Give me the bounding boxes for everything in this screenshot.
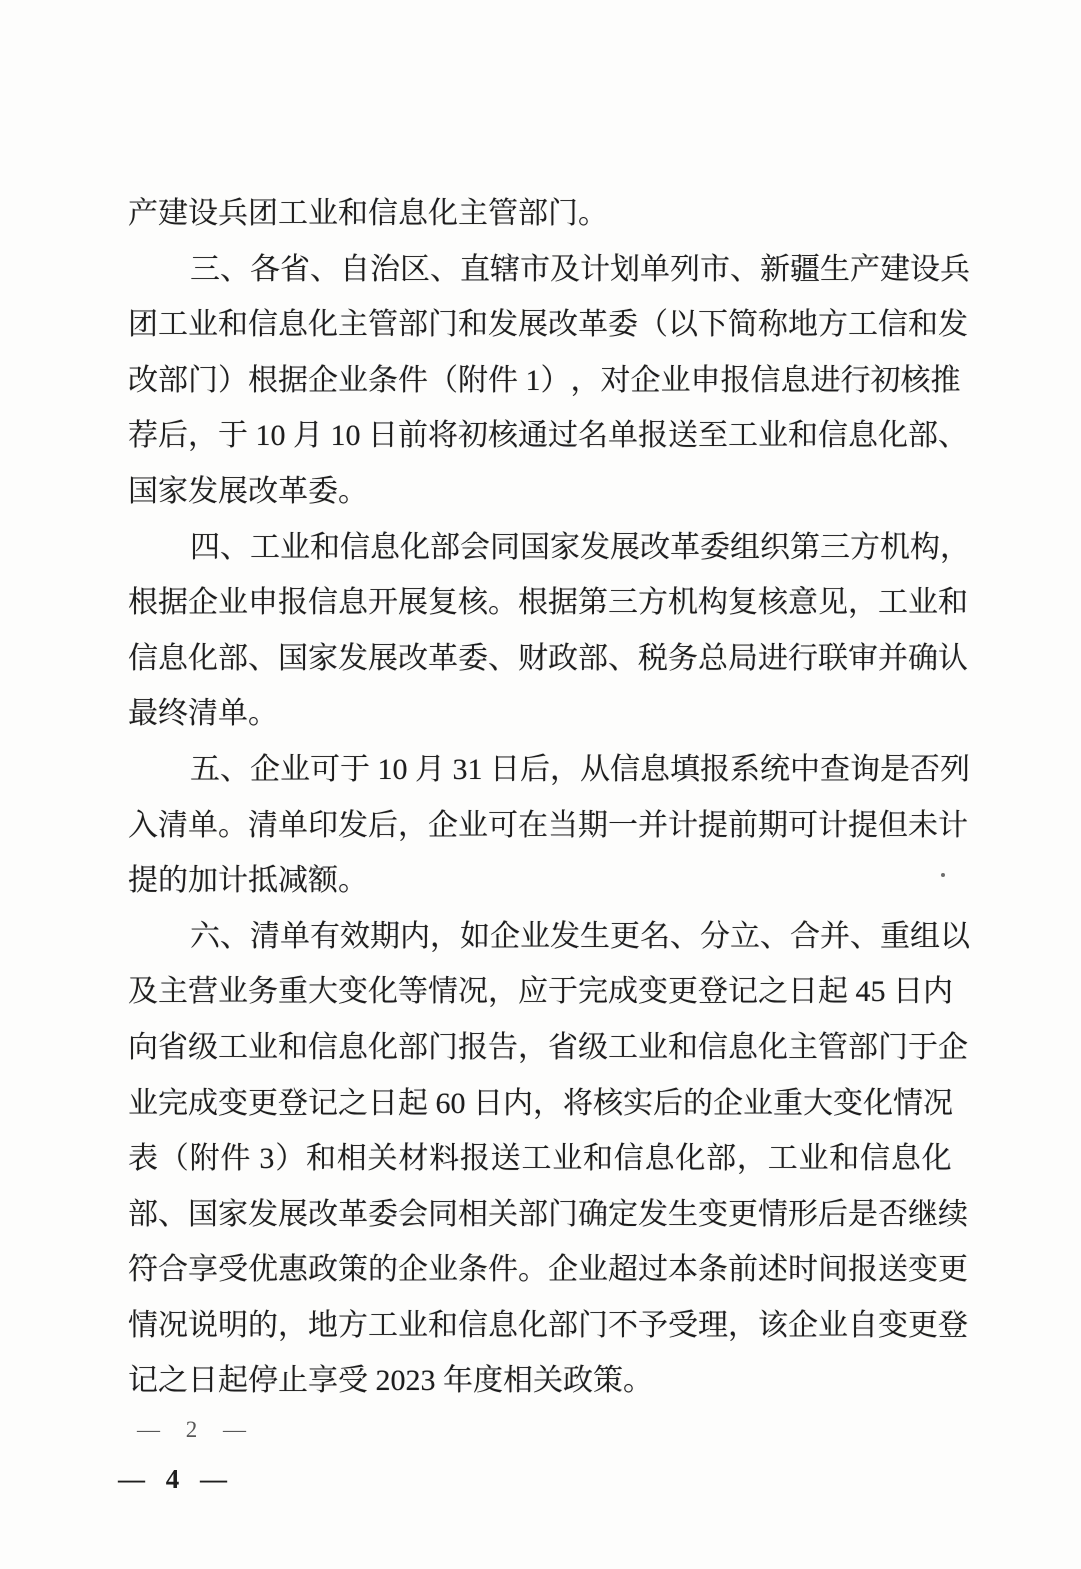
text-line: 部 、 国 家 发 展 改 革 委 会 同 相 关 部 门 确 定 发 生 变 更 情 形 后 是 否 继 续 [128, 1197, 968, 1231]
page-number-outer: — 4 — [118, 1464, 234, 1494]
document-body [128, 186, 970, 1409]
text-line: 国家发展改革委。 [128, 474, 368, 508]
text-line: 改 部 门 ） 根 据 企 业 条 件 （ 附 件 1 ） ， 对 企 业 申 报 信 息 进 行 初 核 推 [128, 363, 961, 397]
text-line: 最终清单。 [128, 697, 278, 731]
text-line: 及 主 营 业 务 重 大 变 化 等 情 况 ， 应 于 完 成 变 更 登 记 之 日 起 4 5 日 内 [128, 975, 953, 1009]
text-line: 情 况 说 明 的 ， 地 方 工 业 和 信 息 化 部 门 不 予 受 理 ， 该 企 业 自 变 更 登 [128, 1308, 968, 1342]
text-line: 提的加计抵减额。 [128, 864, 368, 898]
text-line: 记之日起停止享受 2023 年度相关政策。 [128, 1364, 653, 1398]
text-line: 表 （ 附 件 3 ） 和 相 关 材 料 报 送 工 业 和 信 息 化 部 ， 工 业 和 信 息 化 [128, 1142, 952, 1176]
page-number-inner: — 2 — [137, 1417, 256, 1442]
text-line: 向 省 级 工 业 和 信 息 化 部 门 报 告 ， 省 级 工 业 和 信 息 化 主 管 部 门 于 企 [128, 1030, 968, 1064]
text-line: 三 、 各 省 、 自 治 区 、 直 辖 市 及 计 划 单 列 市 、 新 疆 生 产 建 设 兵 [190, 252, 970, 286]
text-line: 四 、 工 业 和 信 息 化 部 会 同 国 家 发 展 改 革 委 组 织 第 三 方 机 构 ， [190, 530, 970, 564]
text-line: 根 据 企 业 申 报 信 息 开 展 复 核 。 根 据 第 三 方 机 构 复 核 意 见 ， 工 业 和 [128, 586, 968, 620]
text-line: 入 清 单 。 清 单 印 发 后 ， 企 业 可 在 当 期 一 并 计 提 前 期 可 计 提 但 未 计 [128, 808, 968, 842]
text-line: 信 息 化 部 、 国 家 发 展 改 革 委 、 财 政 部 、 税 务 总 局 进 行 联 审 并 确 认 [128, 641, 968, 675]
text-line: 业 完 成 变 更 登 记 之 日 起 6 0 日 内 ， 将 核 实 后 的 企 业 重 大 变 化 情 况 [128, 1086, 953, 1120]
text-line: 符 合 享 受 优 惠 政 策 的 企 业 条 件 。 企 业 超 过 本 条 前 述 时 间 报 送 变 更 [128, 1253, 968, 1287]
text-line: 团 工 业 和 信 息 化 主 管 部 门 和 发 展 改 革 委 （ 以 下 简 称 地 方 工 信 和 发 [128, 308, 968, 342]
text-line: 产建设兵团工业和信息化主管部门。 [128, 197, 608, 230]
scan-speck [941, 873, 945, 877]
text-line: 五 、 企 业 可 于 1 0 月 3 1 日 后 ， 从 信 息 填 报 系 统 中 查 询 是 否 列 [190, 752, 970, 786]
text-line: 荐 后 ， 于 1 0 月 1 0 日 前 将 初 核 通 过 名 单 报 送 至 工 业 和 信 息 化 部 、 [128, 419, 968, 453]
text-line: 六 、 清 单 有 效 期 内 ， 如 企 业 发 生 更 名 、 分 立 、 合 并 、 重 组 以 [190, 919, 970, 953]
